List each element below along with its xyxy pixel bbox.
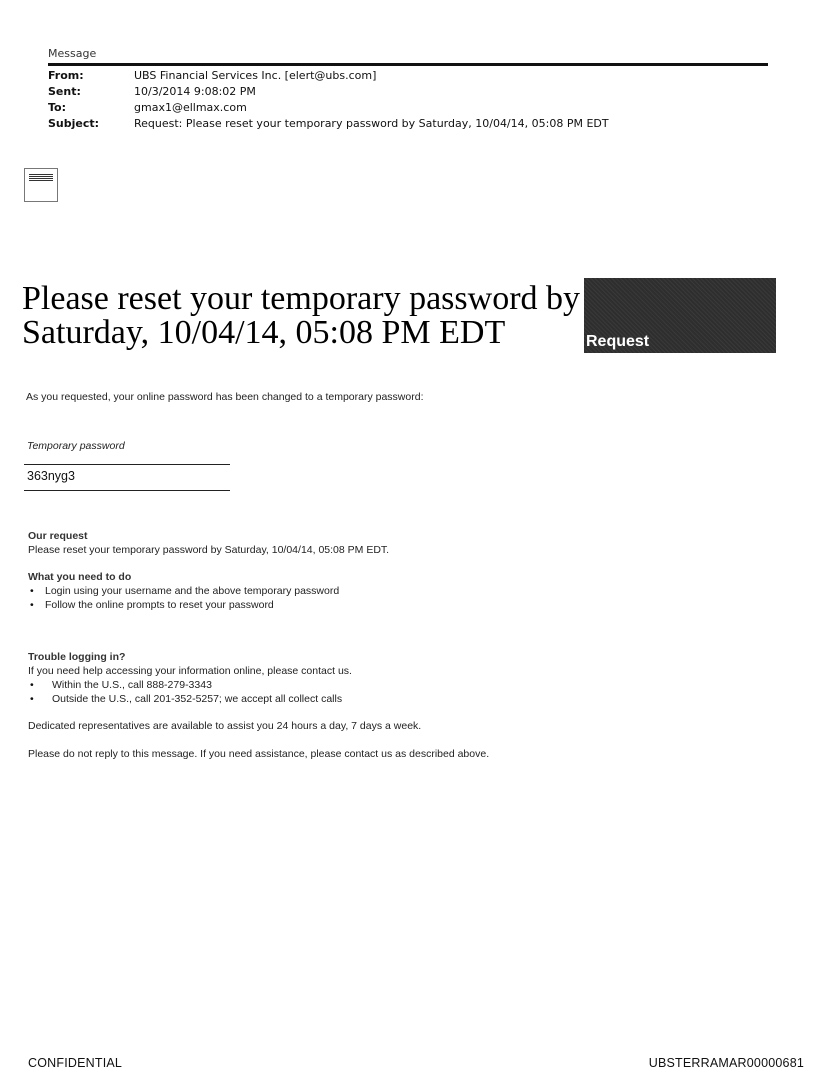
trouble-text: If you need help accessing your information online, please contact us. [28,665,352,677]
footer-confidential: CONFIDENTIAL [28,1056,123,1070]
from-value: UBS Financial Services Inc. [elert@ubs.com] [134,69,377,82]
header-divider [48,63,768,66]
footer-bates-number: UBSTERRAMAR00000681 [648,1056,804,1070]
thumbnail-ink [29,173,53,181]
subject-label: Subject: [48,117,100,130]
temp-password-label: Temporary password [27,440,125,452]
page-title [22,282,582,350]
to-value: gmax1@ellmax.com [134,101,247,114]
reps-text: Dedicated representatives are available to assist you 24 hours a day, 7 days a week. [28,720,422,732]
sent-value: 10/3/2014 9:08:02 PM [134,85,256,98]
bullet-icon: • [30,693,34,705]
intro-text: As you requested, your online password has been changed to a temporary password: [26,391,424,403]
request-badge [584,278,776,353]
todo-heading: What you need to do [28,571,132,583]
our-request-text: Please reset your temporary password by Saturday, 10/04/14, 05:08 PM EDT. [28,544,390,556]
todo-item-1: Login using your username and the above temporary password [45,585,340,597]
todo-item-2: Follow the online prompts to reset your password [45,599,274,611]
subject-value: Request: Please reset your temporary password by Saturday, 10/04/14, 05:08 PM EDT [134,117,609,130]
header-row-subject [48,116,768,132]
temp-password-value: 363nyg3 [27,469,75,483]
title-line-1: Please reset your temporary password by [22,280,581,317]
bullet-icon: • [30,599,34,611]
temp-password-top-rule [24,464,230,465]
header-row-to [48,100,768,116]
request-badge-label: Request [586,333,650,350]
from-label: From: [48,69,84,82]
bullet-icon: • [30,585,34,597]
trouble-item-2: Outside the U.S., call 201-352-5257; we accept all collect calls [52,693,343,705]
bullet-icon: • [30,679,34,691]
section-label: Message [48,47,97,60]
title-line-2: Saturday, 10/04/14, 05:08 PM EDT [22,314,506,351]
to-label: To: [48,101,66,114]
trouble-item-1: Within the U.S., call 888-279-3343 [52,679,212,691]
header-row-from [48,68,768,84]
trouble-heading: Trouble logging in? [28,651,126,663]
temp-password-bottom-rule [24,490,230,491]
header-row-sent [48,84,768,100]
our-request-heading: Our request [28,530,88,542]
noreply-text: Please do not reply to this message. If you need assistance, please contact us as described above. [28,748,490,760]
image-placeholder-icon [24,168,58,202]
sent-label: Sent: [48,85,81,98]
